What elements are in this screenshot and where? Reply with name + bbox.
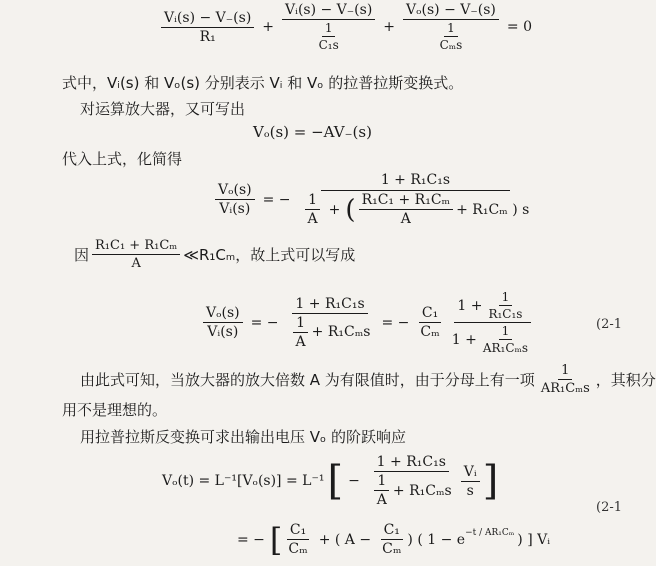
term3-denominator-fraction <box>437 21 466 52</box>
one-over-a-num: 1 <box>305 192 320 210</box>
paragraph-approx <box>74 238 355 271</box>
equation-transfer-function <box>212 172 535 227</box>
para5-text: 由此式可知，当放大器的放大倍数 A 为有限值时，由于分母上有一项 <box>80 371 535 389</box>
den-plus: + <box>328 201 341 218</box>
main-fraction <box>299 172 533 227</box>
para5-frac-den: AR₁Cₘs <box>540 381 590 396</box>
eq6-lead: = − <box>237 531 265 548</box>
eq4-a: A <box>295 333 306 350</box>
eq5-close-bracket: ] <box>482 458 499 504</box>
term2-denominator-fraction <box>316 21 342 52</box>
plus-sign-2: + <box>383 19 396 35</box>
paragraph-integration-note <box>80 363 656 396</box>
equation-step-result <box>232 522 550 557</box>
eq5-one: 1 <box>374 473 389 491</box>
eq4-lhs-num: Vₒ(s) <box>203 305 243 323</box>
paragraph-opamp: 对运算放大器，又可写出 <box>80 100 246 118</box>
main-denominator <box>299 191 533 227</box>
equation-number-2: (2-1 <box>596 500 623 515</box>
eq4-mid-den <box>287 314 374 350</box>
lhs-fraction <box>215 182 255 217</box>
paragraph-substitute: 代入上式，化简得 <box>62 150 183 168</box>
term2-den-num: 1 <box>322 21 336 37</box>
eq4-lhs-fraction <box>203 305 243 340</box>
fraction-term-3 <box>403 2 499 52</box>
term2-numerator: Vᵢ(s) − V₋(s) <box>282 2 375 20</box>
eq4-lhs-den: Vᵢ(s) <box>207 324 239 340</box>
eq4-mid-num: 1 + R₁C₁s <box>292 296 367 314</box>
eq4-one-over-a <box>293 315 309 350</box>
eq4-right-den-frac <box>480 324 531 355</box>
eq6-c2-den: Cₘ <box>382 541 402 557</box>
eq4-rn-num: 1 <box>499 290 513 306</box>
eq4-mid-den-tail: + R₁Cₘs <box>311 324 371 340</box>
eq5-open-bracket: [ <box>327 458 344 504</box>
paragraph-step-response: 用拉普拉斯反变换可求出输出电压 Vₒ 的阶跃响应 <box>80 428 407 446</box>
equation-number-1: (2-1 <box>596 317 623 332</box>
eq6-mid: + ( A − <box>318 531 372 548</box>
plus-sign: + <box>262 19 275 35</box>
term2-den-den: C₁s <box>318 38 339 52</box>
eq5-minus: − <box>348 473 360 489</box>
paren-fraction <box>359 192 454 227</box>
paragraph-integration-line2: 用不是理想的。 <box>62 401 168 419</box>
paren-denominator: A <box>400 211 411 227</box>
eq4-right-fraction <box>449 290 537 355</box>
paren-numerator: R₁C₁ + R₁Cₘ <box>359 192 454 210</box>
eq6-close: ) ] Vᵢ <box>517 531 551 548</box>
eq4-right-den-lead: 1 + <box>451 331 477 348</box>
para5-fraction <box>538 363 593 396</box>
eq6-c-den: Cₘ <box>288 541 308 557</box>
eq4-right-num-lead: 1 + <box>457 297 483 314</box>
eq4-c-den: Cₘ <box>420 324 440 340</box>
eq5-num: 1 + R₁C₁s <box>374 454 449 472</box>
eq5-lhs: Vₒ(t) = L⁻¹[Vₒ(s)] = L⁻¹ <box>162 473 325 489</box>
eq6-open-bracket: [ <box>269 520 283 559</box>
lhs-numerator: Vₒ(s) <box>215 182 255 200</box>
paragraph-laplace-note: 式中，Vᵢ(s) 和 Vₒ(s) 分别表示 Vᵢ 和 Vₒ 的拉普拉斯变换式。 <box>62 74 464 92</box>
eq5-one-over-a <box>374 473 390 508</box>
eq5-vi: Vᵢ <box>461 464 480 482</box>
lhs-denominator: Vᵢ(s) <box>219 201 251 217</box>
eq6-exponent: −t / AR₁Cₘ <box>465 528 515 538</box>
eq6-c-num: C₁ <box>287 522 309 540</box>
equation-simplified <box>200 290 540 355</box>
eq4-rd-num: 1 <box>499 324 513 340</box>
eq6-tail: ) ( 1 − e <box>407 531 466 548</box>
para5-frac-num: 1 <box>558 363 572 380</box>
para5-tail: ，其积分 <box>595 371 656 389</box>
para4-fraction <box>92 238 180 271</box>
eq5-den-tail: + R₁Cₘs <box>392 482 452 499</box>
term3-den-num: 1 <box>444 21 458 37</box>
open-paren: ( <box>345 194 356 225</box>
eq5-main-fraction <box>368 454 455 508</box>
term1-denominator: R₁ <box>199 28 216 45</box>
equals-minus: = − <box>262 191 291 208</box>
main-numerator: 1 + R₁C₁s <box>321 172 510 191</box>
para4-frac-num: R₁C₁ + R₁Cₘ <box>92 238 180 255</box>
eq4-rn-den: R₁C₁s <box>488 307 523 321</box>
one-over-a <box>305 192 321 227</box>
eq4-equals-1: = − <box>250 314 279 331</box>
eq5-a: A <box>376 492 387 508</box>
eq4-middle-fraction <box>287 296 374 350</box>
eq4-right-den <box>449 323 537 355</box>
para4-frac-den: A <box>131 256 141 271</box>
eq4-right-num <box>454 290 531 323</box>
term1-numerator: Vᵢ(s) − V₋(s) <box>161 10 254 28</box>
eq5-vi-over-s <box>461 464 480 499</box>
equals-zero: = 0 <box>506 19 532 35</box>
equation-inverse-laplace <box>162 454 498 508</box>
eq6-c-ratio <box>285 522 310 557</box>
term3-numerator: Vₒ(s) − V₋(s) <box>403 2 499 20</box>
eq6-c-ratio-2 <box>379 522 404 557</box>
para4-prefix: 因 <box>74 246 90 264</box>
eq4-c-ratio <box>417 305 442 340</box>
fraction-term-2 <box>282 2 375 52</box>
eq6-c2-num: C₁ <box>381 522 403 540</box>
eq4-c-num: C₁ <box>419 305 441 323</box>
term3-den-den: Cₘs <box>439 38 463 52</box>
eq4-rd-den: AR₁Cₘs <box>482 341 529 355</box>
eq4-equals-2: = − <box>381 314 410 331</box>
eq4-right-num-frac <box>485 290 525 321</box>
den-tail: + R₁Cₘ ) s <box>456 201 530 218</box>
para4-suffix: ≪R₁Cₘ，故上式可以写成 <box>183 246 356 264</box>
eq5-den <box>368 472 455 508</box>
fraction-term-1 <box>161 10 254 45</box>
eq4-one: 1 <box>293 315 308 333</box>
one-over-a-den: A <box>307 211 318 227</box>
equation-opamp-gain: Vₒ(s) = −AV₋(s) <box>253 123 372 141</box>
eq5-s: s <box>466 482 474 499</box>
equation-kcl <box>158 2 537 52</box>
